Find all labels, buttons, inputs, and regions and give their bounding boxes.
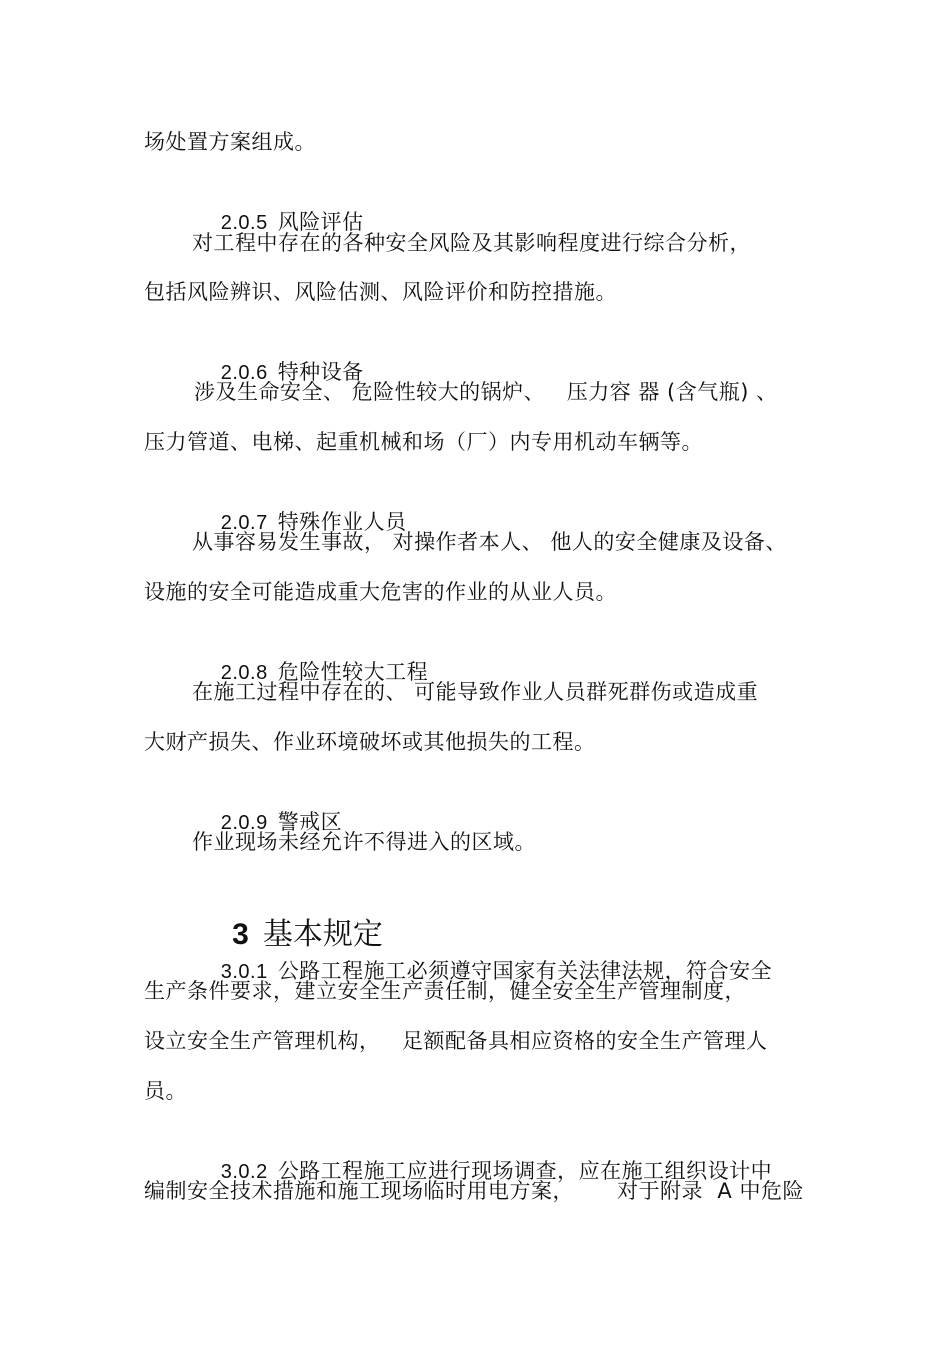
clause-number: 2.0.8 xyxy=(220,662,268,684)
clause-title: 特种设备 xyxy=(277,360,364,384)
clause-title: 风险评估 xyxy=(277,210,364,234)
clause-text: 公路工程施工必须遵守国家有关法律法规，符合安全 xyxy=(277,959,773,983)
clause-number: 3.0.2 xyxy=(220,1161,268,1183)
clause-number: 3.0.1 xyxy=(220,961,268,983)
paragraph-line: 设施的安全可能造成重大危害的作业的从业人员。 xyxy=(144,580,617,604)
paragraph-line: 包括风险辨识、风险估测、风险评价和防控措施。 xyxy=(144,280,617,304)
clause-number: 2.0.9 xyxy=(220,812,268,834)
clause-title: 危险性较大工程 xyxy=(277,660,429,684)
clause-number: 2.0.5 xyxy=(220,212,268,234)
paragraph-line: 压力管道、电梯、起重机械和场（厂）内专用机动车辆等。 xyxy=(144,430,703,454)
paragraph-line: 作业现场未经允许不得进入的区域。 xyxy=(192,830,536,854)
clause-number: 2.0.6 xyxy=(220,362,268,384)
clause-number: 2.0.7 xyxy=(220,512,268,534)
paragraph-line: 从事容易发生事故， 对操作者本人、 他人的安全健康及设备、 xyxy=(192,530,787,554)
paragraph-line: 员。 xyxy=(144,1079,187,1103)
paragraph-line: 场处置方案组成。 xyxy=(144,130,316,154)
paragraph-line: 设立安全生产管理机构， 足额配备具相应资格的安全生产管理人 xyxy=(144,1029,768,1053)
paragraph-line: 涉及生命安全、 危险性较大的锅炉、 压力容 器 (含气瓶) 、 xyxy=(194,380,778,404)
chapter-title: 基本规定 xyxy=(262,917,383,952)
clause-title: 特殊作业人员 xyxy=(277,510,407,534)
paragraph-line: 对工程中存在的各种安全风险及其影响程度进行综合分析， xyxy=(192,231,751,255)
clause-title: 警戒区 xyxy=(277,810,343,834)
paragraph-line: 编制安全技术措施和施工现场临时用电方案， 对于附录 A 中危险 xyxy=(144,1179,804,1203)
chapter-number: 3 xyxy=(232,918,249,951)
paragraph-line: 生产条件要求，建立安全生产责任制，健全安全生产管理制度， xyxy=(144,979,746,1003)
paragraph-line: 大财产损失、作业环境破坏或其他损失的工程。 xyxy=(144,730,596,754)
clause-text: 公路工程施工应进行现场调查，应在施工组织设计中 xyxy=(277,1159,773,1183)
paragraph-line: 在施工过程中存在的、 可能导致作业人员群死群伤或造成重 xyxy=(192,680,759,704)
